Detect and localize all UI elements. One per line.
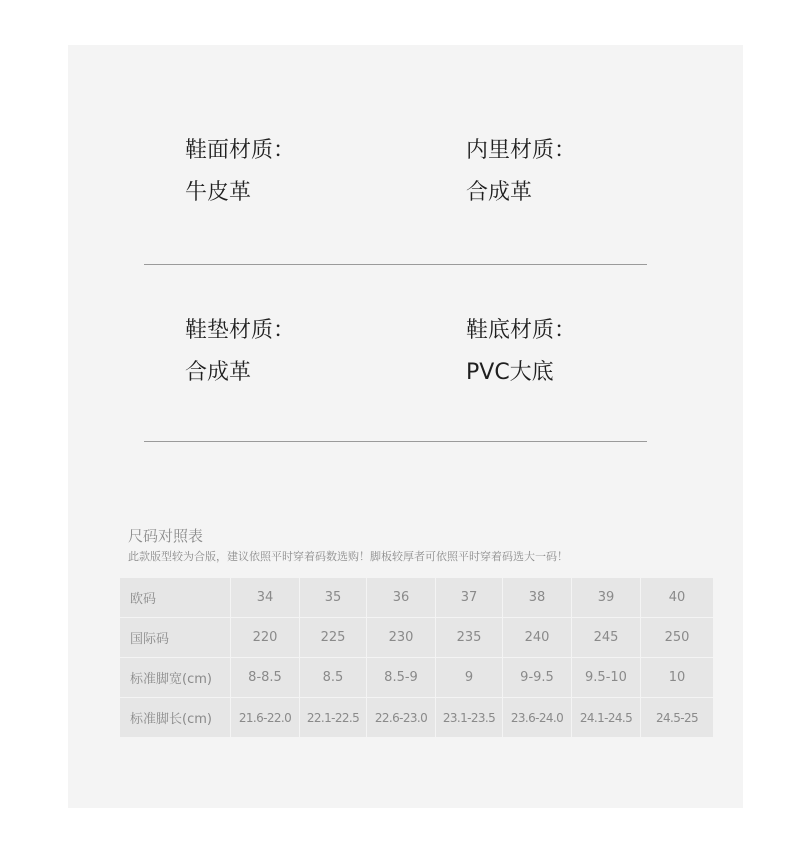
insole-material-label: 鞋垫材质： bbox=[185, 318, 296, 343]
table-cell: 22.1-22.5 bbox=[300, 698, 366, 737]
table-cell: 24.5-25 bbox=[641, 698, 713, 737]
table-cell: 230 bbox=[367, 618, 435, 657]
size-chart-note: 此款版型较为合版，建议依照平时穿着码数选购！脚板较厚者可依照平时穿着码选大一码！ bbox=[128, 550, 568, 563]
table-cell: 240 bbox=[503, 618, 571, 657]
table-row bbox=[120, 658, 713, 697]
sole-material-value: PVC大底 bbox=[466, 360, 554, 385]
table-cell: 40 bbox=[641, 578, 713, 617]
row-header-eu-size: 欧码 bbox=[120, 578, 230, 617]
table-cell: 225 bbox=[300, 618, 366, 657]
table-cell: 39 bbox=[572, 578, 640, 617]
table-row bbox=[120, 618, 713, 657]
table-cell: 10 bbox=[641, 658, 713, 697]
product-info-panel bbox=[68, 45, 743, 808]
row-header-foot-width: 标准脚宽(cm) bbox=[120, 658, 230, 697]
row-header-intl-size: 国际码 bbox=[120, 618, 230, 657]
row-header-foot-length: 标准脚长(cm) bbox=[120, 698, 230, 737]
table-cell: 245 bbox=[572, 618, 640, 657]
table-cell: 8-8.5 bbox=[231, 658, 299, 697]
table-cell: 9.5-10 bbox=[572, 658, 640, 697]
insole-material-value: 合成革 bbox=[185, 360, 252, 385]
table-cell: 8.5 bbox=[300, 658, 366, 697]
table-cell: 8.5-9 bbox=[367, 658, 435, 697]
table-cell: 9-9.5 bbox=[503, 658, 571, 697]
table-row bbox=[120, 698, 713, 737]
table-cell: 23.6-24.0 bbox=[503, 698, 571, 737]
size-chart-table bbox=[119, 577, 714, 738]
divider-bottom bbox=[144, 441, 647, 442]
table-cell: 38 bbox=[503, 578, 571, 617]
divider-top bbox=[144, 264, 647, 265]
table-cell: 36 bbox=[367, 578, 435, 617]
table-cell: 24.1-24.5 bbox=[572, 698, 640, 737]
upper-material-value: 牛皮革 bbox=[185, 180, 252, 205]
table-row bbox=[120, 578, 713, 617]
size-chart-title: 尺码对照表 bbox=[128, 527, 204, 545]
table-cell: 23.1-23.5 bbox=[436, 698, 502, 737]
table-cell: 22.6-23.0 bbox=[367, 698, 435, 737]
table-cell: 37 bbox=[436, 578, 502, 617]
lining-material-label: 内里材质： bbox=[466, 138, 577, 163]
table-cell: 250 bbox=[641, 618, 713, 657]
lining-material-value: 合成革 bbox=[466, 180, 533, 205]
table-cell: 9 bbox=[436, 658, 502, 697]
sole-material-label: 鞋底材质： bbox=[466, 318, 577, 343]
table-cell: 220 bbox=[231, 618, 299, 657]
table-cell: 35 bbox=[300, 578, 366, 617]
table-cell: 34 bbox=[231, 578, 299, 617]
table-cell: 235 bbox=[436, 618, 502, 657]
upper-material-label: 鞋面材质： bbox=[185, 138, 296, 163]
table-cell: 21.6-22.0 bbox=[231, 698, 299, 737]
